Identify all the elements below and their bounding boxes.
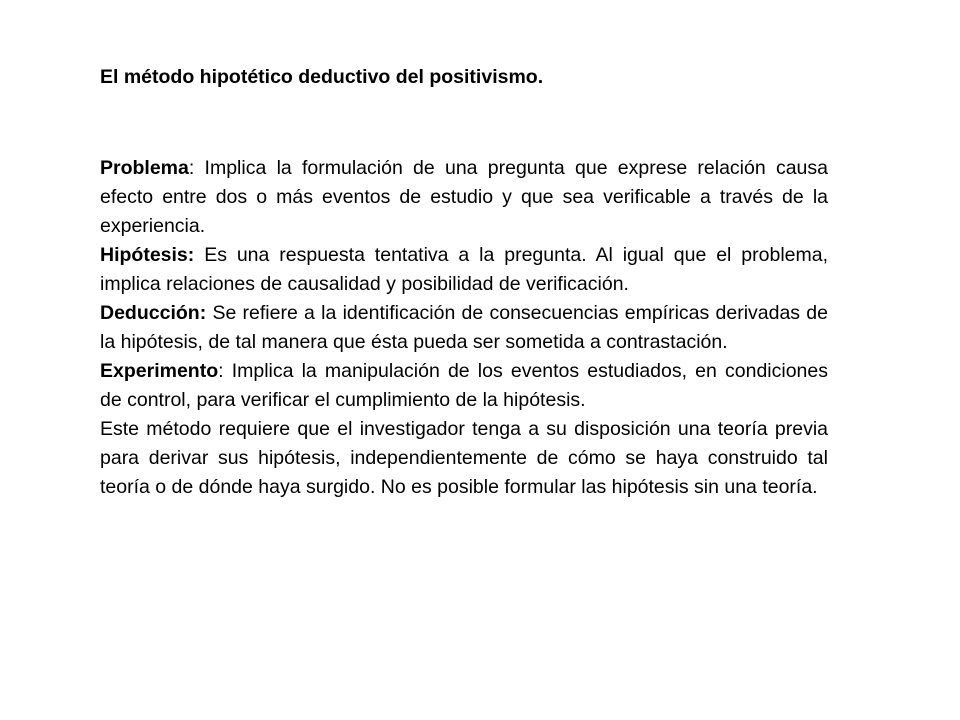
item-deduccion bbox=[100, 299, 828, 357]
item-experimento: Experimento: Implica la manipulación de los eventos estudiados, en condiciones de control, para verificar el cumplimiento de la hipótesis. bbox=[100, 360, 828, 411]
slide-body bbox=[100, 154, 828, 502]
item-hipotesis bbox=[100, 241, 828, 299]
conclusion-paragraph: Este método requiere que el investigador tenga a su disposición una teoría previa para derivar sus hipótesis, independientemente de cómo se haya construido tal teoría o de dónde haya surgido. No es posible formular las hipótesis sin una teoría. bbox=[100, 418, 828, 498]
item-text: Se refiere a la identificación de consecuencias empíricas derivadas de la hipótesis, de tal manera que ésta pueda ser sometida a contrastación. bbox=[100, 302, 828, 353]
item-text: Implica la formulación de una pregunta que exprese relación causa efecto entre dos o más eventos de estudio y que sea verificable a través de la experiencia. bbox=[100, 157, 828, 237]
item-term: Deducción: bbox=[100, 302, 207, 324]
slide-title: El método hipotético deductivo del positivismo. bbox=[100, 66, 544, 88]
item-problema: Problema: Implica la formulación de una pregunta que exprese relación causa efecto entre dos o más eventos de estudio y que sea verificable a través de la experiencia. bbox=[100, 157, 828, 237]
item-term: Hipótesis: bbox=[100, 244, 195, 266]
item-term: Problema bbox=[100, 157, 189, 179]
item-term: Experimento bbox=[100, 360, 219, 382]
item-text: Implica la manipulación de los eventos estudiados, en condiciones de control, para verificar el cumplimiento de la hipótesis. bbox=[100, 360, 828, 411]
item-text: Es una respuesta tentativa a la pregunta. Al igual que el problema, implica relaciones de causalidad y posibilidad de verificación. bbox=[100, 244, 829, 295]
